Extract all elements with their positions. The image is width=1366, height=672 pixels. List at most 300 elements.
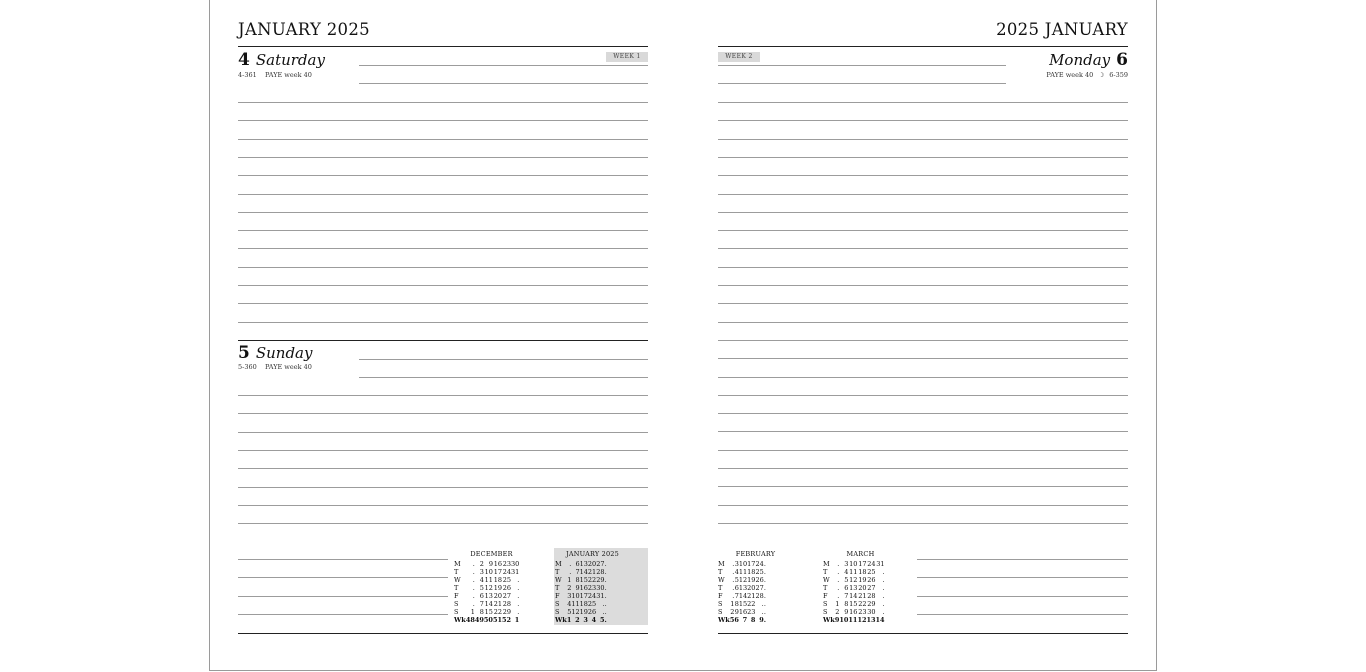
writing-line[interactable] xyxy=(718,450,1128,451)
calendar-day: 1 xyxy=(567,576,572,584)
calendar-day: 28 xyxy=(502,600,512,608)
paye-week: PAYE week 40 xyxy=(265,363,312,371)
calendar-day: 16 xyxy=(493,560,502,568)
calendar-day: 9 xyxy=(488,560,493,568)
weekday-label: M xyxy=(823,560,830,568)
calendar-day: 18 xyxy=(858,568,867,576)
writing-line[interactable] xyxy=(359,359,648,360)
calendar-day: 15 xyxy=(738,600,748,608)
writing-line[interactable] xyxy=(238,468,648,469)
weekday-label: F xyxy=(718,592,723,600)
calendar-day: . xyxy=(882,584,885,592)
calendar-day: . xyxy=(604,584,607,592)
calendar-day: 51 xyxy=(492,616,502,624)
footer-rule xyxy=(238,633,648,634)
day-monday-heading xyxy=(1049,50,1128,70)
day-saturday-heading xyxy=(238,50,325,70)
calendar-day: . xyxy=(763,560,766,568)
calendar-day: 5 xyxy=(479,584,484,592)
calendar-day: 31 xyxy=(511,568,520,576)
calendar-day: 24 xyxy=(755,560,764,568)
weekday-label: W xyxy=(718,576,725,584)
calendar-day: 16 xyxy=(579,584,588,592)
calendar-day: 23 xyxy=(502,560,512,568)
calendar-day: . xyxy=(761,600,764,608)
writing-line[interactable] xyxy=(718,523,1128,524)
calendar-day: 29 xyxy=(502,608,512,616)
weekday-label: W xyxy=(555,576,562,584)
mini-calendar-title: FEBRUARY xyxy=(735,550,776,558)
calendar-day: 24 xyxy=(867,560,876,568)
weekday-label: T xyxy=(555,584,560,592)
weekday-label: T xyxy=(454,568,459,576)
calendar-day: 3 xyxy=(844,560,849,568)
calendar-day: . xyxy=(517,584,520,592)
calendar-day: 16 xyxy=(738,608,748,616)
calendar-day: 25 xyxy=(867,568,876,576)
writing-line[interactable] xyxy=(718,102,1128,103)
week-label: WEEK 2 xyxy=(718,52,760,62)
calendar-day: 20 xyxy=(858,584,867,592)
calendar-day: . xyxy=(732,568,735,576)
writing-line[interactable] xyxy=(718,358,1128,359)
calendar-day: . xyxy=(882,600,885,608)
calendar-day: 1 xyxy=(566,616,572,624)
footer-rule xyxy=(718,633,1128,634)
writing-line[interactable] xyxy=(238,285,648,286)
calendar-day: 18 xyxy=(747,568,756,576)
calendar-day: 14 xyxy=(849,592,858,600)
calendar-day: 26 xyxy=(755,576,764,584)
calendar-day: 17 xyxy=(493,568,502,576)
calendar-day: 20 xyxy=(493,592,502,600)
writing-line[interactable] xyxy=(238,194,648,195)
writing-line[interactable] xyxy=(238,523,648,524)
writing-line[interactable] xyxy=(238,413,648,414)
calendar-day: 11 xyxy=(849,568,858,576)
calendar-day: 22 xyxy=(493,608,502,616)
calendar-day: 4 xyxy=(479,576,484,584)
calendar-day: 52 xyxy=(502,616,512,624)
calendar-day: . xyxy=(763,600,766,608)
calendar-day: . xyxy=(732,592,735,600)
writing-line[interactable] xyxy=(718,120,1128,121)
weekday-label: W xyxy=(454,576,461,584)
calendar-day: . xyxy=(604,592,607,600)
writing-line[interactable] xyxy=(238,577,448,578)
calendar-day: . xyxy=(882,576,885,584)
weekday-label: W xyxy=(823,576,830,584)
writing-line[interactable] xyxy=(718,175,1128,176)
writing-line[interactable] xyxy=(718,413,1128,414)
calendar-day: 11 xyxy=(848,616,858,624)
calendar-day: 10 xyxy=(849,560,858,568)
calendar-day: 21 xyxy=(747,592,756,600)
calendar-day: 5 xyxy=(729,616,735,624)
header-rule xyxy=(238,46,648,47)
calendar-day: . xyxy=(837,592,840,600)
weekday-label: T xyxy=(454,584,459,592)
weekday-label: M xyxy=(454,560,461,568)
calendar-day: 2 xyxy=(567,584,572,592)
writing-line[interactable] xyxy=(917,577,1128,578)
calendar-day: 21 xyxy=(858,592,867,600)
writing-line[interactable] xyxy=(238,303,648,304)
calendar-day: 49 xyxy=(474,616,484,624)
day-name: Sunday xyxy=(255,344,313,362)
writing-line[interactable] xyxy=(917,614,1128,615)
day-number: 5 xyxy=(238,343,250,363)
calendar-day: . xyxy=(569,568,572,576)
calendar-day: 7 xyxy=(479,600,484,608)
writing-line[interactable] xyxy=(238,175,648,176)
paye-week: PAYE week 40 xyxy=(265,71,312,79)
mini-calendar-title: MARCH xyxy=(846,550,875,558)
day-sunday-heading xyxy=(238,343,312,363)
day-number: 4 xyxy=(238,50,250,70)
calendar-day: . xyxy=(604,560,607,568)
writing-line[interactable] xyxy=(718,486,1128,487)
writing-line[interactable] xyxy=(238,120,648,121)
calendar-day: 6 xyxy=(734,584,739,592)
header-rule xyxy=(718,46,1128,47)
writing-line[interactable] xyxy=(238,322,648,323)
calendar-day: . xyxy=(837,560,840,568)
calendar-day: 20 xyxy=(747,584,756,592)
writing-line[interactable] xyxy=(238,487,648,488)
calendar-day: . xyxy=(569,560,572,568)
writing-line[interactable] xyxy=(718,248,1128,249)
writing-line[interactable] xyxy=(718,303,1128,304)
calendar-day: . xyxy=(763,584,766,592)
calendar-day: 50 xyxy=(483,616,493,624)
calendar-day: . xyxy=(837,568,840,576)
calendar-day: 19 xyxy=(747,576,756,584)
day-code: 5-360 xyxy=(238,363,257,371)
mini-calendar-title: DECEMBER xyxy=(470,550,513,558)
writing-line[interactable] xyxy=(718,212,1128,213)
calendar-day: 29 xyxy=(867,600,876,608)
calendar-day: . xyxy=(763,568,766,576)
calendar-day: 18 xyxy=(493,576,502,584)
writing-line[interactable] xyxy=(917,596,1128,597)
writing-line[interactable] xyxy=(718,377,1128,378)
weekday-label: S xyxy=(823,600,828,608)
calendar-day: . xyxy=(761,608,764,616)
calendar-day: 4 xyxy=(844,568,849,576)
moon-phase-icon: ☽ xyxy=(1098,71,1105,79)
calendar-day: . xyxy=(763,576,766,584)
writing-line[interactable] xyxy=(238,432,648,433)
writing-line[interactable] xyxy=(359,65,648,66)
calendar-day: 9 xyxy=(759,616,764,624)
writing-line[interactable] xyxy=(238,102,648,103)
calendar-day: . xyxy=(472,576,475,584)
calendar-day: 30 xyxy=(867,608,876,616)
weekday-label: T xyxy=(555,568,560,576)
mini-calendar-grid xyxy=(823,560,885,624)
weekday-label: S xyxy=(555,608,560,616)
calendar-day: . xyxy=(472,592,475,600)
calendar-day: . xyxy=(604,608,607,616)
calendar-day: . xyxy=(517,608,520,616)
calendar-day: 22 xyxy=(587,576,597,584)
calendar-day: 5 xyxy=(567,608,572,616)
calendar-day: 8 xyxy=(750,616,756,624)
weekday-label: S xyxy=(454,600,459,608)
writing-line[interactable] xyxy=(718,65,1006,66)
left-page xyxy=(238,0,648,672)
calendar-day: 12 xyxy=(484,584,493,592)
calendar-day: 9 xyxy=(575,584,580,592)
weekday-label: S xyxy=(718,600,723,608)
writing-line[interactable] xyxy=(718,322,1128,323)
calendar-day: 12 xyxy=(571,608,580,616)
calendar-day: . xyxy=(837,584,840,592)
writing-line[interactable] xyxy=(238,267,648,268)
calendar-day: 11 xyxy=(738,568,748,576)
calendar-day: 13 xyxy=(738,584,748,592)
calendar-day: 27 xyxy=(755,584,764,592)
weekday-label: F xyxy=(454,592,459,600)
calendar-day: . xyxy=(732,584,735,592)
weekday-label: Wk xyxy=(718,616,730,624)
writing-line[interactable] xyxy=(718,468,1128,469)
calendar-day: . xyxy=(882,568,885,576)
weekday-label: T xyxy=(718,568,723,576)
writing-line[interactable] xyxy=(359,83,648,84)
writing-line[interactable] xyxy=(718,340,1128,341)
calendar-day: 22 xyxy=(858,600,867,608)
writing-line[interactable] xyxy=(238,248,648,249)
writing-line[interactable] xyxy=(238,157,648,158)
calendar-day: . xyxy=(602,608,605,616)
calendar-day: 15 xyxy=(484,608,493,616)
calendar-day: . xyxy=(604,568,607,576)
calendar-day: 24 xyxy=(502,568,512,576)
calendar-day: 6 xyxy=(734,616,739,624)
calendar-day: 23 xyxy=(858,608,867,616)
calendar-day: . xyxy=(472,560,475,568)
calendar-day: 8 xyxy=(575,576,580,584)
calendar-day: 2 xyxy=(730,608,735,616)
calendar-day: 31 xyxy=(876,560,885,568)
calendar-day: 7 xyxy=(742,616,748,624)
calendar-day: . xyxy=(517,600,520,608)
calendar-day: . xyxy=(604,576,607,584)
calendar-day: 4 xyxy=(567,600,572,608)
right-page xyxy=(718,0,1128,672)
calendar-day: 13 xyxy=(484,592,493,600)
writing-line[interactable] xyxy=(359,377,648,378)
calendar-day: 3 xyxy=(583,616,588,624)
calendar-day: 17 xyxy=(747,560,756,568)
calendar-day: 3 xyxy=(479,568,484,576)
calendar-day: . xyxy=(472,568,475,576)
calendar-day: 3 xyxy=(567,592,572,600)
calendar-day: 10 xyxy=(738,560,748,568)
calendar-day: 9 xyxy=(734,608,739,616)
day-number: 6 xyxy=(1116,50,1128,70)
calendar-day: 7 xyxy=(844,592,849,600)
writing-line[interactable] xyxy=(238,230,648,231)
calendar-day: 28 xyxy=(596,568,605,576)
weekday-label: F xyxy=(555,592,560,600)
day-divider xyxy=(238,340,648,341)
writing-line[interactable] xyxy=(718,431,1128,432)
writing-line[interactable] xyxy=(238,395,648,396)
calendar-day: 48 xyxy=(465,616,475,624)
writing-line[interactable] xyxy=(718,505,1128,506)
calendar-day: . xyxy=(763,616,766,624)
writing-line[interactable] xyxy=(238,559,448,560)
calendar-day: 2 xyxy=(479,560,484,568)
calendar-day: 11 xyxy=(484,576,493,584)
writing-line[interactable] xyxy=(238,139,648,140)
writing-line[interactable] xyxy=(238,596,448,597)
weekday-label: Wk xyxy=(454,616,466,624)
day-name: Saturday xyxy=(255,51,325,69)
writing-line[interactable] xyxy=(718,194,1128,195)
writing-line[interactable] xyxy=(238,450,648,451)
calendar-day: . xyxy=(763,592,766,600)
calendar-day: 21 xyxy=(493,600,502,608)
calendar-day: 16 xyxy=(849,608,858,616)
calendar-day: 6 xyxy=(844,584,849,592)
weekday-label: S xyxy=(555,600,560,608)
calendar-day: 26 xyxy=(502,584,512,592)
calendar-day: 10 xyxy=(839,616,849,624)
day-info xyxy=(1046,71,1128,79)
writing-line[interactable] xyxy=(718,285,1128,286)
calendar-day: . xyxy=(732,560,735,568)
week-label: WEEK 1 xyxy=(606,52,648,62)
writing-line[interactable] xyxy=(718,139,1128,140)
weekday-label: M xyxy=(718,560,725,568)
calendar-day: 14 xyxy=(875,616,885,624)
calendar-day: 14 xyxy=(579,568,588,576)
day-code: 6-359 xyxy=(1109,71,1128,79)
calendar-day: 29 xyxy=(596,576,605,584)
calendar-day: 15 xyxy=(849,600,858,608)
calendar-day: 24 xyxy=(587,592,597,600)
calendar-day: 23 xyxy=(587,584,597,592)
calendar-day: . xyxy=(472,584,475,592)
calendar-day: 5 xyxy=(599,616,605,624)
writing-line[interactable] xyxy=(718,230,1128,231)
calendar-day: 7 xyxy=(734,592,739,600)
calendar-day: 1 xyxy=(470,608,475,616)
weekday-label: S xyxy=(718,608,723,616)
weekday-label: M xyxy=(555,560,562,568)
calendar-day: 14 xyxy=(738,592,748,600)
calendar-day: 4 xyxy=(591,616,597,624)
calendar-day: 10 xyxy=(571,592,580,600)
calendar-day: 14 xyxy=(484,600,493,608)
calendar-day: 12 xyxy=(738,576,748,584)
calendar-day: 17 xyxy=(579,592,588,600)
mini-calendar-grid xyxy=(718,560,766,624)
calendar-day: 9 xyxy=(844,608,849,616)
writing-line[interactable] xyxy=(718,267,1128,268)
calendar-day: 22 xyxy=(747,600,756,608)
calendar-day: . xyxy=(472,600,475,608)
calendar-day: 1 xyxy=(514,616,520,624)
calendar-day: 2 xyxy=(575,616,580,624)
calendar-day: 30 xyxy=(596,584,605,592)
calendar-day: 19 xyxy=(579,608,588,616)
calendar-day: . xyxy=(517,592,520,600)
writing-line[interactable] xyxy=(238,614,448,615)
calendar-day: 8 xyxy=(479,608,484,616)
calendar-day: 25 xyxy=(502,576,512,584)
calendar-day: 26 xyxy=(867,576,876,584)
calendar-day: . xyxy=(837,576,840,584)
calendar-day: 13 xyxy=(849,584,858,592)
calendar-day: 27 xyxy=(867,584,876,592)
calendar-day: 6 xyxy=(575,560,580,568)
writing-line[interactable] xyxy=(238,505,648,506)
weekday-label: Wk xyxy=(555,616,567,624)
calendar-day: 25 xyxy=(587,600,597,608)
calendar-day: 27 xyxy=(596,560,605,568)
calendar-day: 12 xyxy=(857,616,867,624)
writing-line[interactable] xyxy=(238,212,648,213)
calendar-day: 31 xyxy=(596,592,605,600)
mini-calendar-grid xyxy=(555,560,607,624)
calendar-day: 13 xyxy=(579,560,588,568)
calendar-day: 26 xyxy=(587,608,597,616)
weekday-label: F xyxy=(823,592,828,600)
calendar-day: 8 xyxy=(844,600,849,608)
writing-line[interactable] xyxy=(718,395,1128,396)
calendar-day: 18 xyxy=(579,600,588,608)
calendar-day: 17 xyxy=(858,560,867,568)
calendar-day: 25 xyxy=(755,568,764,576)
weekday-label: T xyxy=(823,584,828,592)
writing-line[interactable] xyxy=(718,157,1128,158)
calendar-day: 6 xyxy=(479,592,484,600)
calendar-day: 13 xyxy=(866,616,876,624)
calendar-day: . xyxy=(882,608,885,616)
writing-line[interactable] xyxy=(718,83,1006,84)
weekday-label: S xyxy=(454,608,459,616)
calendar-day: 5 xyxy=(734,576,739,584)
calendar-day: . xyxy=(602,600,605,608)
calendar-day: 1 xyxy=(730,600,735,608)
calendar-day: 5 xyxy=(844,576,849,584)
calendar-day: . xyxy=(604,600,607,608)
calendar-day: 23 xyxy=(747,608,756,616)
calendar-day: 1 xyxy=(835,600,840,608)
paye-week: PAYE week 40 xyxy=(1046,71,1094,79)
right-page-header: 2025 JANUARY xyxy=(996,20,1128,39)
calendar-day: 19 xyxy=(493,584,502,592)
weekday-label: S xyxy=(823,608,828,616)
calendar-day: 4 xyxy=(734,568,739,576)
calendar-day: 28 xyxy=(867,592,876,600)
calendar-day: 8 xyxy=(734,600,739,608)
calendar-day: . xyxy=(882,592,885,600)
calendar-day: 30 xyxy=(511,560,520,568)
calendar-day: . xyxy=(763,608,766,616)
calendar-day: 21 xyxy=(587,568,597,576)
day-name: Monday xyxy=(1049,51,1111,69)
writing-line[interactable] xyxy=(917,559,1128,560)
calendar-day: 9 xyxy=(834,616,840,624)
calendar-day: . xyxy=(732,576,735,584)
calendar-day: 2 xyxy=(835,608,840,616)
